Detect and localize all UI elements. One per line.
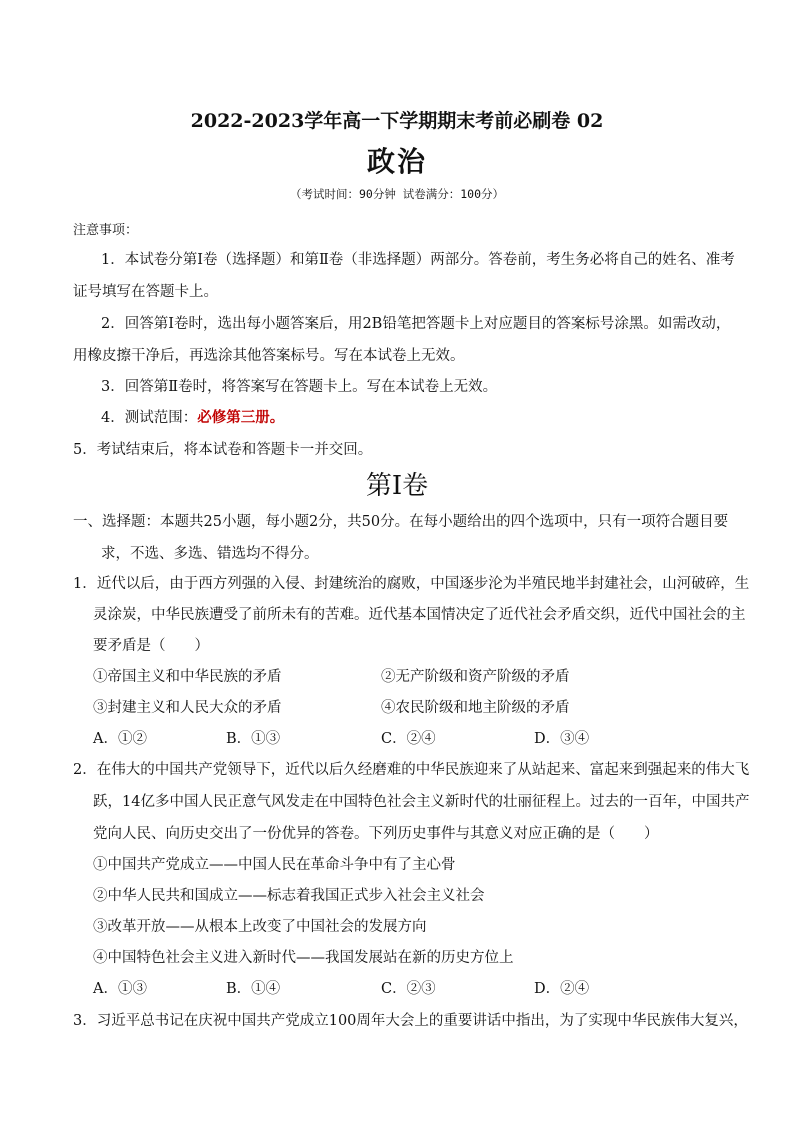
q2-choice-b: B．①④ [226, 981, 281, 997]
q1-statement-2: ②无产阶级和资产阶级的矛盾 [381, 669, 570, 685]
notice-item-4 [101, 406, 284, 427]
q2-statement-1: ①中国共产党成立——中国人民在革命斗争中有了主心骨 [93, 857, 456, 873]
q1-statement-3: ③封建主义和人民大众的矛盾 [93, 700, 282, 716]
test-scope: 必修第三册。 [197, 409, 285, 426]
notice-item-1b: 证号填写在答题卡上。 [73, 284, 218, 300]
q3-stem-line-1: 3．习近平总书记在庆祝中国共产党成立100周年大会上的重要讲话中指出，为了实现中华民族伟大复兴， [73, 1013, 748, 1029]
q2-choice-c: C．②③ [381, 981, 436, 997]
q1-stem-line-3: 要矛盾是（ ） [93, 638, 209, 654]
notice-item-1a: 1．本试卷分第Ⅰ卷（选择题）和第Ⅱ卷（非选择题）两部分。答卷前，考生务必将自己的姓名、准考 [101, 252, 735, 268]
notice-item-2b: 用橡皮擦干净后，再选涂其他答案标号。写在本试卷上无效。 [73, 348, 465, 364]
q1-stem-line-2: 灵涂炭，中华民族遭受了前所未有的苦难。近代基本国情决定了近代社会矛盾交织，近代中国社会的主 [93, 607, 746, 623]
q1-choice-b: B．①③ [226, 731, 281, 747]
q1-statement-1: ①帝国主义和中华民族的矛盾 [93, 669, 282, 685]
q2-statement-3: ③改革开放——从根本上改变了中国社会的发展方向 [93, 919, 427, 935]
q1-stem-line-1: 1．近代以后，由于西方列强的入侵、封建统治的腐败，中国逐步沦为半殖民地半封建社会，山河破碎，生 [73, 576, 750, 592]
q2-stem-line-3: 党向人民、向历史交出了一份优异的答卷。下列历史事件与其意义对应正确的是（ ） [93, 826, 659, 842]
q2-choice-d: D．②④ [534, 981, 590, 997]
q1-choice-c: C．②④ [381, 731, 436, 747]
section-title: 第Ⅰ卷 [365, 471, 429, 501]
exam-title: 2022-2023学年高一下学期期末考前必刷卷 02 [190, 110, 604, 132]
notice-item-5: 5．考试结束后，将本试卷和答题卡一并交回。 [73, 442, 373, 458]
q2-stem-line-2: 跃，14亿多中国人民正意气风发走在中国特色社会主义新时代的壮丽征程上。过去的一百年，中国共产 [93, 794, 750, 810]
q2-statement-4: ④中国特色社会主义进入新时代——我国发展站在新的历史方位上 [93, 950, 514, 966]
instructions-line-2: 求，不选、多选、错选均不得分。 [101, 546, 319, 562]
notice-heading: 注意事项： [73, 223, 139, 238]
q2-stem-line-1: 2．在伟大的中国共产党领导下，近代以后久经磨难的中华民族迎来了从站起来、富起来到强起来的伟大飞 [73, 762, 750, 778]
q1-statement-4: ④农民阶级和地主阶级的矛盾 [381, 700, 570, 716]
exam-meta: （考试时间：90分钟 试卷满分：100分） [289, 187, 505, 201]
q2-choice-a: A．①③ [93, 981, 147, 997]
notice-item-2a: 2．回答第Ⅰ卷时，选出每小题答案后，用2B铅笔把答题卡上对应题目的答案标号涂黑。如需改动， [101, 316, 731, 332]
notice-item-3: 3．回答第Ⅱ卷时，将答案写在答题卡上。写在本试卷上无效。 [101, 379, 498, 395]
subject-title: 政治 [366, 145, 427, 178]
q1-choice-a: A．①② [93, 731, 147, 747]
notice-item-4-prefix: 4．测试范围： [101, 410, 198, 426]
instructions-line-1: 一、选择题：本题共25小题，每小题2分，共50分。在每小题给出的四个选项中，只有一项符合题目要 [73, 514, 729, 530]
q2-statement-2: ②中华人民共和国成立——标志着我国正式步入社会主义社会 [93, 888, 485, 904]
q1-choice-d: D．③④ [534, 731, 590, 747]
